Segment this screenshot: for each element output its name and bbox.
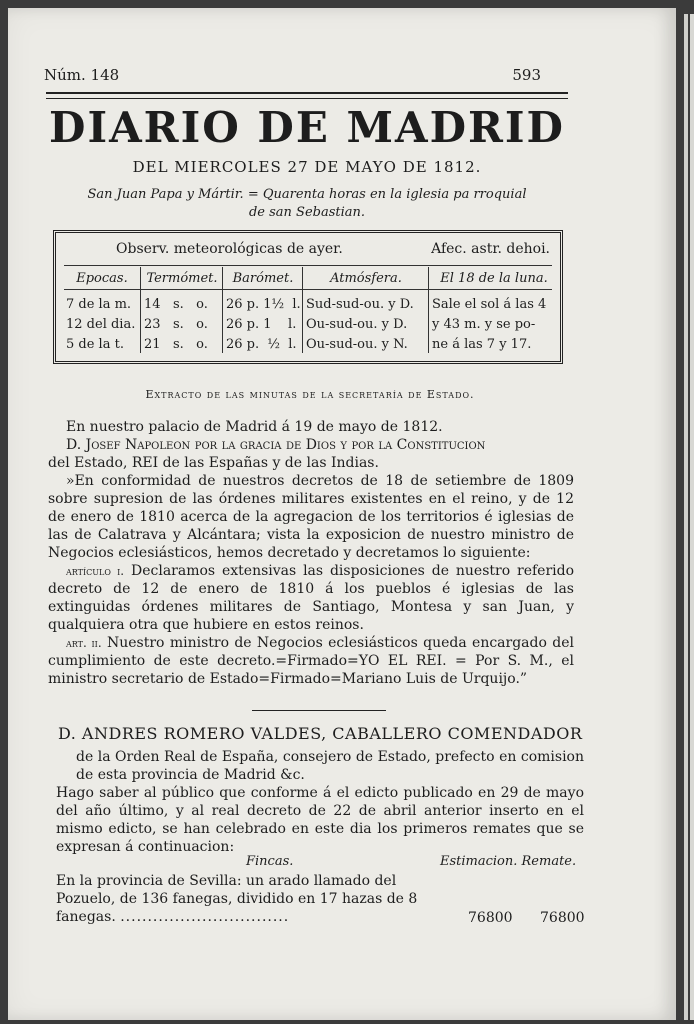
section-separator [252, 710, 386, 711]
page-edge [684, 14, 688, 1020]
table-divider [222, 267, 223, 353]
col-termometro: Termómet. 14 s. o. 23 s. o. 21 s. o. [144, 271, 218, 352]
table-divider [302, 267, 303, 353]
page-number: 593 [512, 66, 541, 84]
newspaper-title: DIARIO DE MADRID [49, 103, 565, 152]
section-heading: Extracto de las minutas de la secretaría de Estado. [145, 388, 475, 401]
col-epocas: Epocas. 7 de la m. 12 del dia. 5 de la t. [66, 271, 136, 352]
decree-text: En nuestro palacio de Madrid á 19 de mayo de 1812. D. Josef Napoleon por la gracia de Dios y por la Constitucion del Estado, REI de las Españas y de las Indias. »En conformidad de nuestros decretos de 18 de setiembre de 1809 sobre supresion de las órdenes militares existentes en el reino, y de 12 de enero de 1810 acerca de la agregacion de los territorios é iglesias de las de Calatrava y Alcántara; vista la exposicion de nuestro ministro de Negocios eclesiásticos, hemos decretado y decretamos lo siguiente: artículo i. Declaramos extensivas las disposiciones de nuestro referido decreto de 12 de enero de 1810 á los pueblos é iglesias de las extinguidas órdenes militares de Santiago, Montesa y san Juan, y qualquiera otra que hubiere en estos reinos. art. ii. Nuestro ministro de Negocios eclesiásticos queda encargado del cumplimiento de este decreto.=Firmado=YO EL REI. = Por S. M., el ministro secretario de Estado=Firmado=Mariano Luis de Urquijo.” [48, 419, 575, 687]
meteo-header-right: Afec. astr. dehoi. [431, 241, 550, 257]
table-rule [64, 265, 552, 266]
issue-number: Núm. 148 [44, 66, 120, 84]
header-rule [46, 92, 568, 94]
col-atmosfera: Atmósfera. Sud-sud-ou. y D. Ou-sud-ou. y D. Ou-sud-ou. y N. [306, 271, 414, 352]
page-header [44, 66, 541, 88]
newspaper-page [8, 8, 676, 1020]
notice-subheading: de la Orden Real de España, consejero de Estado, prefecto en comision de esta provincia de Madrid &c. [76, 749, 584, 783]
page-edge [690, 14, 694, 1020]
article-label: artículo i. [66, 564, 125, 578]
saints-of-day: San Juan Papa y Mártir. = Quarenta horas en la iglesia pa rroquial de san Sebastian. [87, 187, 527, 220]
col-barometro: Barómet. 26 p. 1½ l. 26 p. 1 l. 26 p. ½ l. [226, 271, 301, 352]
table-divider [140, 267, 141, 353]
header-rule [46, 98, 568, 99]
issue-date: DEL MIERCOLES 27 DE MAYO DE 1812. [132, 158, 482, 176]
table-divider [428, 267, 429, 353]
remate-value: 76800 [540, 910, 585, 926]
article-label: art. ii. [66, 636, 102, 650]
column-head-fincas: Fincas. [246, 854, 294, 869]
col-luna: El 18 de la luna. Sale el sol á las 4 y 43 m. y se po- ne á las 7 y 17. [432, 271, 548, 352]
notice-body: Hago saber al público que conforme á el edicto publicado en 29 de mayo del año último, y al real decreto de 22 de abril anterior inserto en el mismo edicto, se han celebrado en este dia los primeros remates que se expresan á continuacion: [56, 785, 584, 855]
auction-item: En la provincia de Sevilla: un arado llamado del Pozuelo, de 136 fanegas, dividido en 17 hazas de 8 fanegas. ............................... [56, 873, 418, 925]
estimacion-value: 76800 [468, 910, 513, 926]
notice-heading: D. ANDRES ROMERO VALDES, CABALLERO COMENDADOR [58, 724, 583, 743]
column-head-estimacion: Estimacion. Remate. [440, 854, 577, 869]
meteo-header-left: Observ. meteorológicas de ayer. [116, 241, 343, 257]
meteorological-table [53, 230, 563, 364]
